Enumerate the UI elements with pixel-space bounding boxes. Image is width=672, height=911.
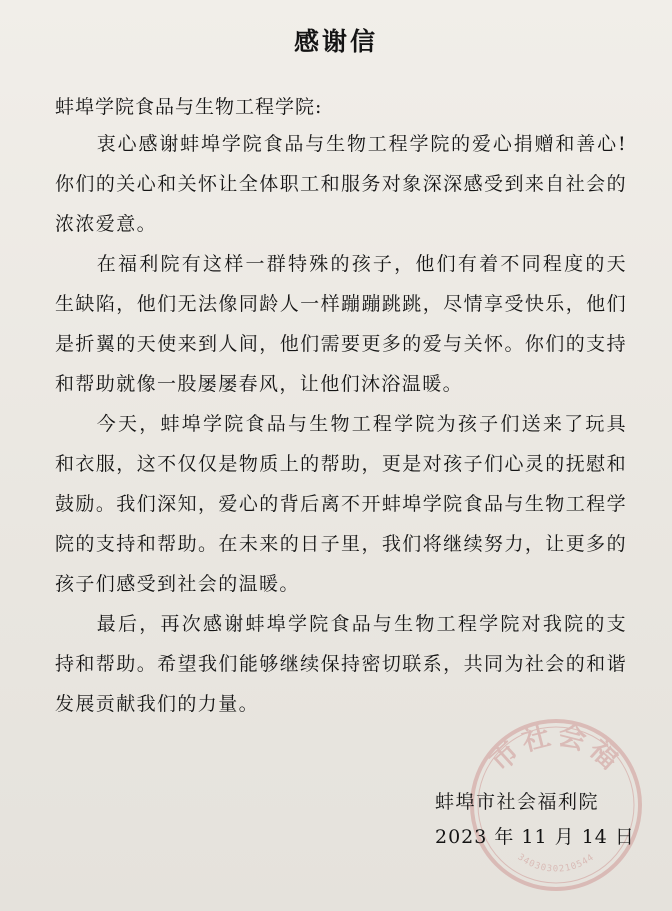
letter-date: 2023 年 11 月 14 日: [435, 826, 635, 848]
svg-text:市社会福: [483, 718, 629, 778]
letter-salutation: 蚌埠学院食品与生物工程学院:: [55, 96, 323, 118]
svg-text:3403030210544: [515, 852, 596, 874]
letter-title: 感谢信: [293, 27, 378, 56]
letter-paragraph: 衷心感谢蚌埠学院食品与生物工程学院的爱心捐赠和善心!你们的关心和关怀让全体职工和服务对象深深感受到来自社会的浓浓爱意。: [55, 133, 627, 235]
stamp-number: 3403030210544: [515, 852, 597, 875]
letter-paragraph: 最后，再次感谢蚌埠学院食品与生物工程学院对我院的支持和帮助。希望我们能够继续保持密切联系，共同为社会的和谐发展贡献我们的力量。: [55, 613, 627, 715]
stamp-top-text: 市社会福: [482, 717, 630, 778]
letter-paragraph: 在福利院有这样一群特殊的孩子，他们有着不同程度的天生缺陷，他们无法像同龄人一样蹦蹦跳跳，尽情享受快乐，他们是折翼的天使来到人间，他们需要更多的爱与关怀。你们的支持和帮助就像一股屡屡春风，让他们沐浴温暖。: [55, 253, 627, 395]
letter-paragraph: 今天，蚌埠学院食品与生物工程学院为孩子们送来了玩具和衣服，这不仅仅是物质上的帮助，更是对孩子们心灵的抚慰和鼓励。我们深知，爱心的背后离不开蚌埠学院食品与生物工程学院的支持和帮助。在未来的日子里，我们将继续努力，让更多的孩子们感受到社会的温暖。: [55, 413, 627, 595]
letter-signature: 蚌埠市社会福利院: [435, 791, 600, 813]
